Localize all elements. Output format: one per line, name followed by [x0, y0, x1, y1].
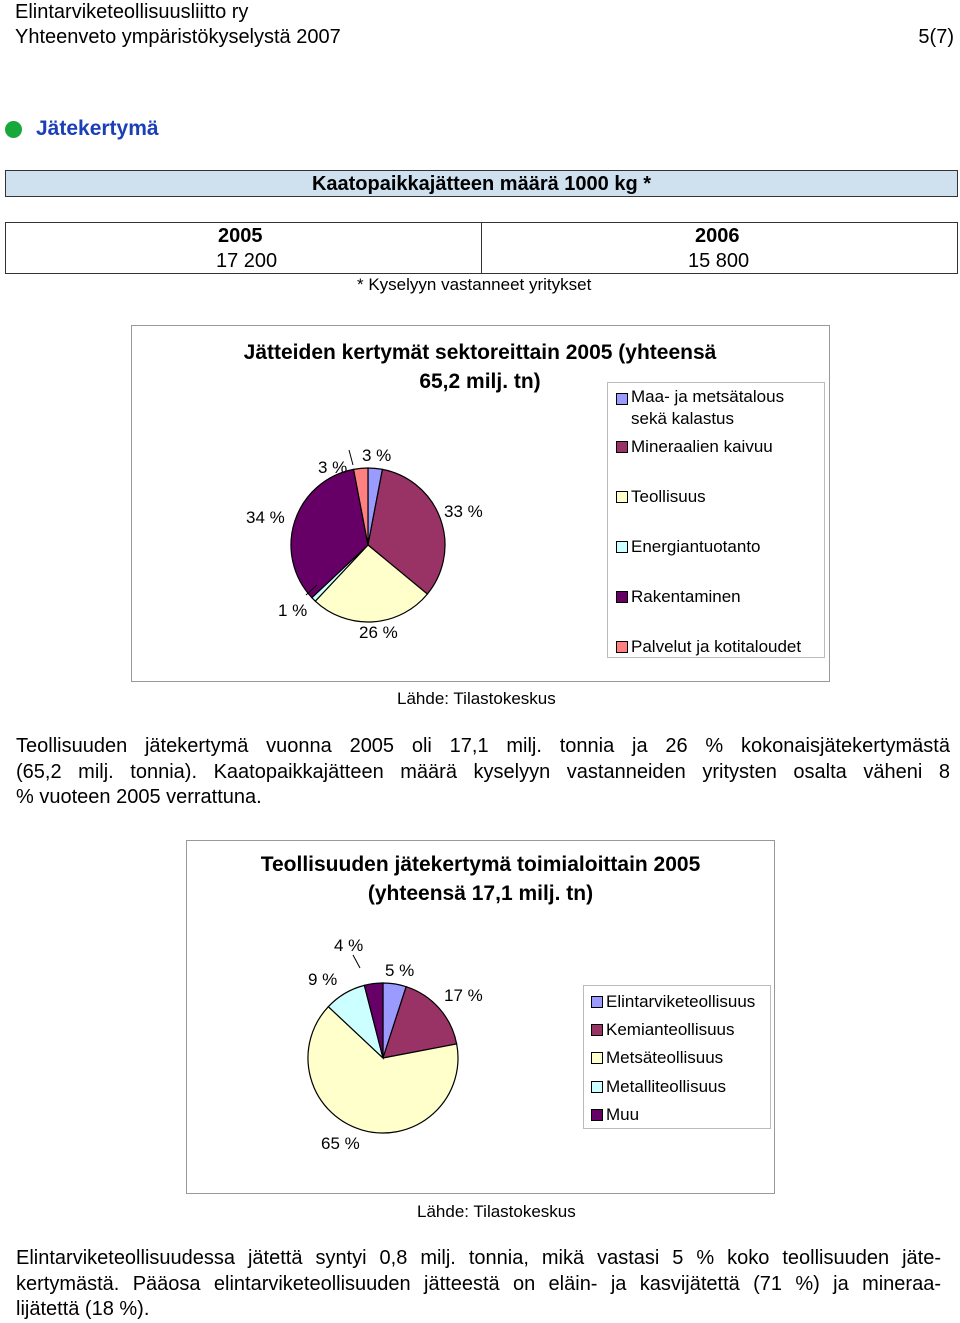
legend-item-forest: Metsäteollisuus: [606, 1048, 724, 1067]
report-title: Yhteenveto ympäristökyselystä 2007: [15, 26, 341, 48]
pie-label-other: 4 %: [334, 936, 364, 955]
chart1-source: Lähde: Tilastokeskus: [397, 689, 556, 708]
pie-leader-line: [353, 955, 360, 968]
paragraph-food-industry: [16, 1246, 941, 1323]
landfill-footnote: * Kyselyyn vastanneet yritykset: [357, 275, 592, 294]
legend-swatch: [591, 1052, 603, 1064]
pie-label-forest: 65 %: [321, 1134, 360, 1153]
pie-label-food: 5 %: [385, 961, 415, 980]
legend-swatch: [591, 1081, 603, 1093]
legend-item-metal: Metalliteollisuus: [606, 1077, 726, 1096]
pie-label-agriculture: 3 %: [362, 446, 392, 465]
pie-label-mining: 33 %: [444, 502, 483, 521]
chart2-source: Lähde: Tilastokeskus: [417, 1202, 576, 1221]
paragraph1-line3: % vuoteen 2005 verrattuna.: [16, 786, 262, 808]
pie-label-construction: 34 %: [246, 508, 285, 527]
legend-swatch: [616, 591, 628, 603]
chart1-legend: [607, 382, 825, 658]
pie-label-industry: 26 %: [359, 623, 398, 642]
pie-label-energy: 1 %: [278, 601, 308, 620]
pie-label-chemical: 17 %: [444, 986, 483, 1005]
legend-swatch: [616, 541, 628, 553]
bullet-icon: [5, 121, 22, 138]
legend-item-mining: Mineraalien kaivuu: [631, 437, 773, 456]
legend-item-services: Palvelut ja kotitaloudet: [631, 637, 802, 656]
legend-swatch: [616, 393, 628, 405]
year-2005-header: 2005: [218, 225, 263, 247]
year-2006-header: 2006: [695, 225, 740, 247]
table-divider: [481, 223, 482, 273]
section-title: Jätekertymä: [36, 117, 159, 140]
legend-swatch: [616, 441, 628, 453]
year-2005-value: 17 200: [216, 250, 278, 272]
landfill-table: [5, 222, 958, 274]
paragraph1-line1: Teollisuuden jätekertymä vuonna 2005 oli 17,1 milj. tonnia ja 26 % kokonaisjätekertymästä: [16, 735, 950, 757]
legend-swatch: [616, 641, 628, 653]
year-2006-value: 15 800: [688, 250, 750, 272]
chart2-title-line1: Teollisuuden jätekertymä toimialoittain 2005: [260, 853, 701, 876]
chart2-legend: [583, 985, 771, 1129]
legend-item-food: Elintarviketeollisuus: [606, 992, 756, 1011]
pie-label-metal: 9 %: [308, 970, 338, 989]
paragraph1-line2: (65,2 milj. tonnia). Kaatopaikkajätteen määrä kyselyyn vastanneiden yritysten osalta väheni 8: [16, 760, 950, 783]
chart2-title-line2: (yhteensä 17,1 milj. tn): [367, 882, 594, 905]
chart1-title-line2: 65,2 milj. tn): [419, 370, 541, 393]
legend-swatch: [591, 1024, 603, 1036]
legend-swatch: [616, 491, 628, 503]
legend-item-chemical: Kemianteollisuus: [606, 1020, 735, 1039]
legend-item-agriculture-line1: Maa- ja metsätalous: [631, 387, 785, 406]
legend-item-energy: Energiantuotanto: [631, 537, 761, 556]
legend-item-industry: Teollisuus: [631, 487, 706, 506]
pie-leader-line: [349, 450, 353, 465]
page-number: 5(7): [918, 26, 954, 48]
organization-name: Elintarviketeollisuusliitto ry: [15, 1, 249, 23]
legend-swatch: [591, 996, 603, 1008]
legend-swatch: [591, 1109, 603, 1121]
paragraph-industry-waste: [16, 734, 950, 811]
pie-label-services: 3 %: [318, 458, 348, 477]
legend-item-construction: Rakentaminen: [631, 587, 741, 606]
legend-item-agriculture-line2: sekä kalastus: [631, 409, 734, 428]
landfill-table-title: Kaatopaikkajätteen määrä 1000 kg *: [5, 170, 958, 197]
legend-item-other: Muu: [606, 1105, 640, 1124]
paragraph2-line2: kertymästä. Pääosa elintarviketeollisuuden jätteestä on eläin- ja kasvijätettä (71 %) ja mineraa-: [16, 1272, 941, 1295]
chart1-title-line1: Jätteiden kertymät sektoreittain 2005 (yhteensä: [243, 341, 717, 364]
paragraph2-line1: Elintarviketeollisuudessa jätettä syntyi 0,8 milj. tonnia, mikä vastasi 5 % koko teollisuuden jäte-: [16, 1247, 941, 1269]
paragraph2-line3: lijätettä (18 %).: [16, 1298, 150, 1320]
